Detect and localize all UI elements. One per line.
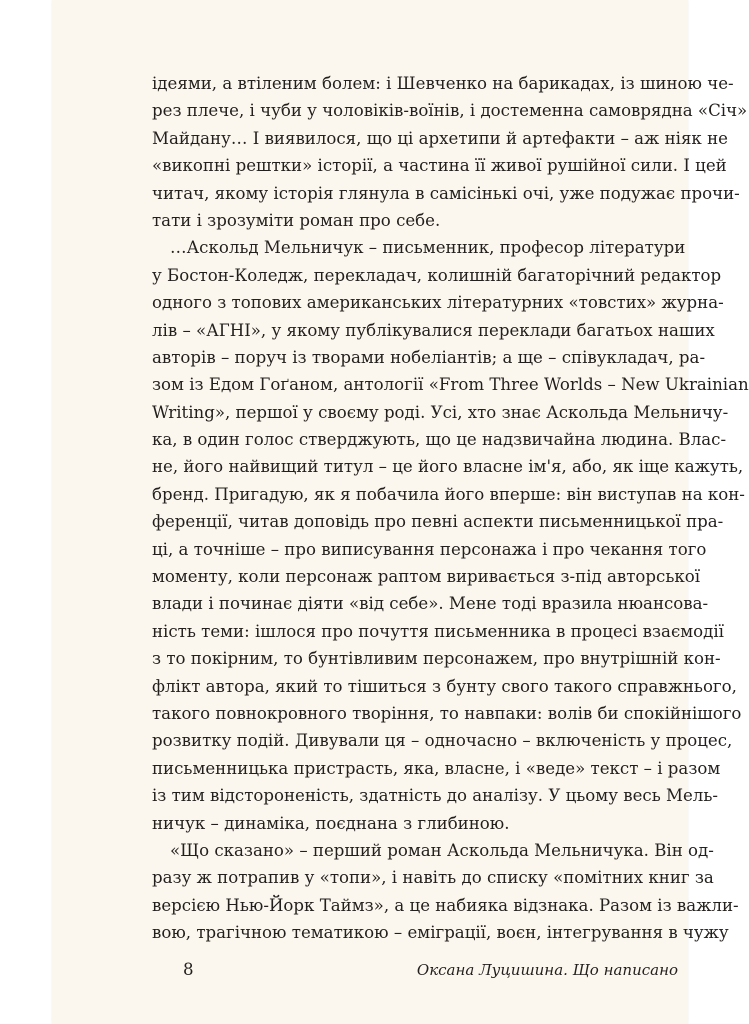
text-line: …Аскольд Мельничук – письменник, професор літератури — [170, 238, 686, 258]
text-line: Writing», першої у своєму роді. Усі, хто знає Аскольда Мельничу- — [152, 402, 729, 422]
text-line: влади і починає діяти «від себе». Мене тоді вразила нюансова- — [152, 594, 709, 614]
text-line: моменту, коли персонаж раптом виривається з-під авторської — [152, 567, 701, 587]
text-line: читач, якому історія глянула в самісінькі очі, уже подужає прочи- — [152, 183, 740, 203]
text-line: Майдану… І виявилося, що ці архетипи й артефакти – аж ніяк не — [152, 128, 728, 148]
text-line: флікт автора, який то тішиться з бунту свого такого справжнього, — [152, 676, 737, 696]
text-line: із тим відстороненість, здатність до аналізу. У цьому весь Мель- — [152, 786, 718, 806]
text-line: рез плече, і чуби у чоловіків-воїнів, і достеменна самоврядна «Січ» — [152, 101, 748, 121]
running-title: Оксана Луцишина. Що написано — [416, 961, 678, 979]
text-line: «Що сказано» – перший роман Аскольда Мельничука. Він од- — [170, 840, 714, 860]
page-number: 8 — [183, 960, 194, 979]
text-line: не, його найвищий титул – це його власне ім'я, або, як іще кажуть, — [152, 457, 744, 477]
text-line: розвитку подій. Дивували ця – одночасно – включеність у процес, — [152, 731, 733, 751]
text-line: у Бостон-Коледж, перекладач, колишній багаторічний редактор — [152, 265, 722, 285]
text-line: письменницька пристрасть, яка, власне, і «веде» текст – і разом — [152, 758, 721, 778]
text-line: ідеями, а втіленим болем: і Шевченко на барикадах, із шиною че- — [152, 74, 734, 93]
text-line: бренд. Пригадую, як я побачила його вперше: він виступав на кон- — [152, 484, 745, 504]
text-line: зом із Едом Гоґаном, антології «From Three Worlds – New Ukrainian — [152, 375, 749, 395]
text-line: ка, в один голос стверджують, що це надзвичайна людина. Влас- — [152, 430, 727, 450]
book-page — [52, 0, 749, 1024]
text-line: такого повнокровного творіння, то навпаки: волів би спокійнішого — [152, 703, 742, 723]
text-line: лів – «АГНІ», у якому публікувалися переклади багатьох наших — [152, 320, 715, 340]
text-line: одного з топових американських літературних «товстих» журна- — [152, 293, 724, 313]
text-line: тати і зрозуміти роман про себе. — [152, 210, 441, 230]
body-text — [152, 70, 749, 947]
text-line: ничук – динаміка, поєднана з глибиною. — [152, 813, 510, 833]
page-footer — [183, 958, 678, 982]
text-line: ність теми: ішлося про почуття письменника в процесі взаємодії — [152, 621, 724, 641]
text-line: разу ж потрапив у «топи», і навіть до списку «помітних книг за — [152, 868, 714, 888]
text-line: авторів – поруч із творами нобеліантів; а ще – співукладач, ра- — [152, 347, 706, 367]
text-line: версією Нью-Йорк Таймз», а це набияка відзнака. Разом із важли- — [152, 895, 739, 915]
text-line: ці, а точніше – про виписування персонажа і про чекання того — [152, 539, 707, 559]
text-line: «викопні рештки» історії, а частина її живої рушійної сили. І цей — [152, 156, 727, 176]
text-line: ференції, читав доповідь про певні аспекти письменницької пра- — [152, 512, 724, 532]
text-line: з то покірним, то бунтівливим персонажем, про внутрішній кон- — [152, 649, 721, 669]
text-line: вою, трагічною тематикою – еміграції, воєн, інтегрування в чужу — [152, 923, 729, 943]
